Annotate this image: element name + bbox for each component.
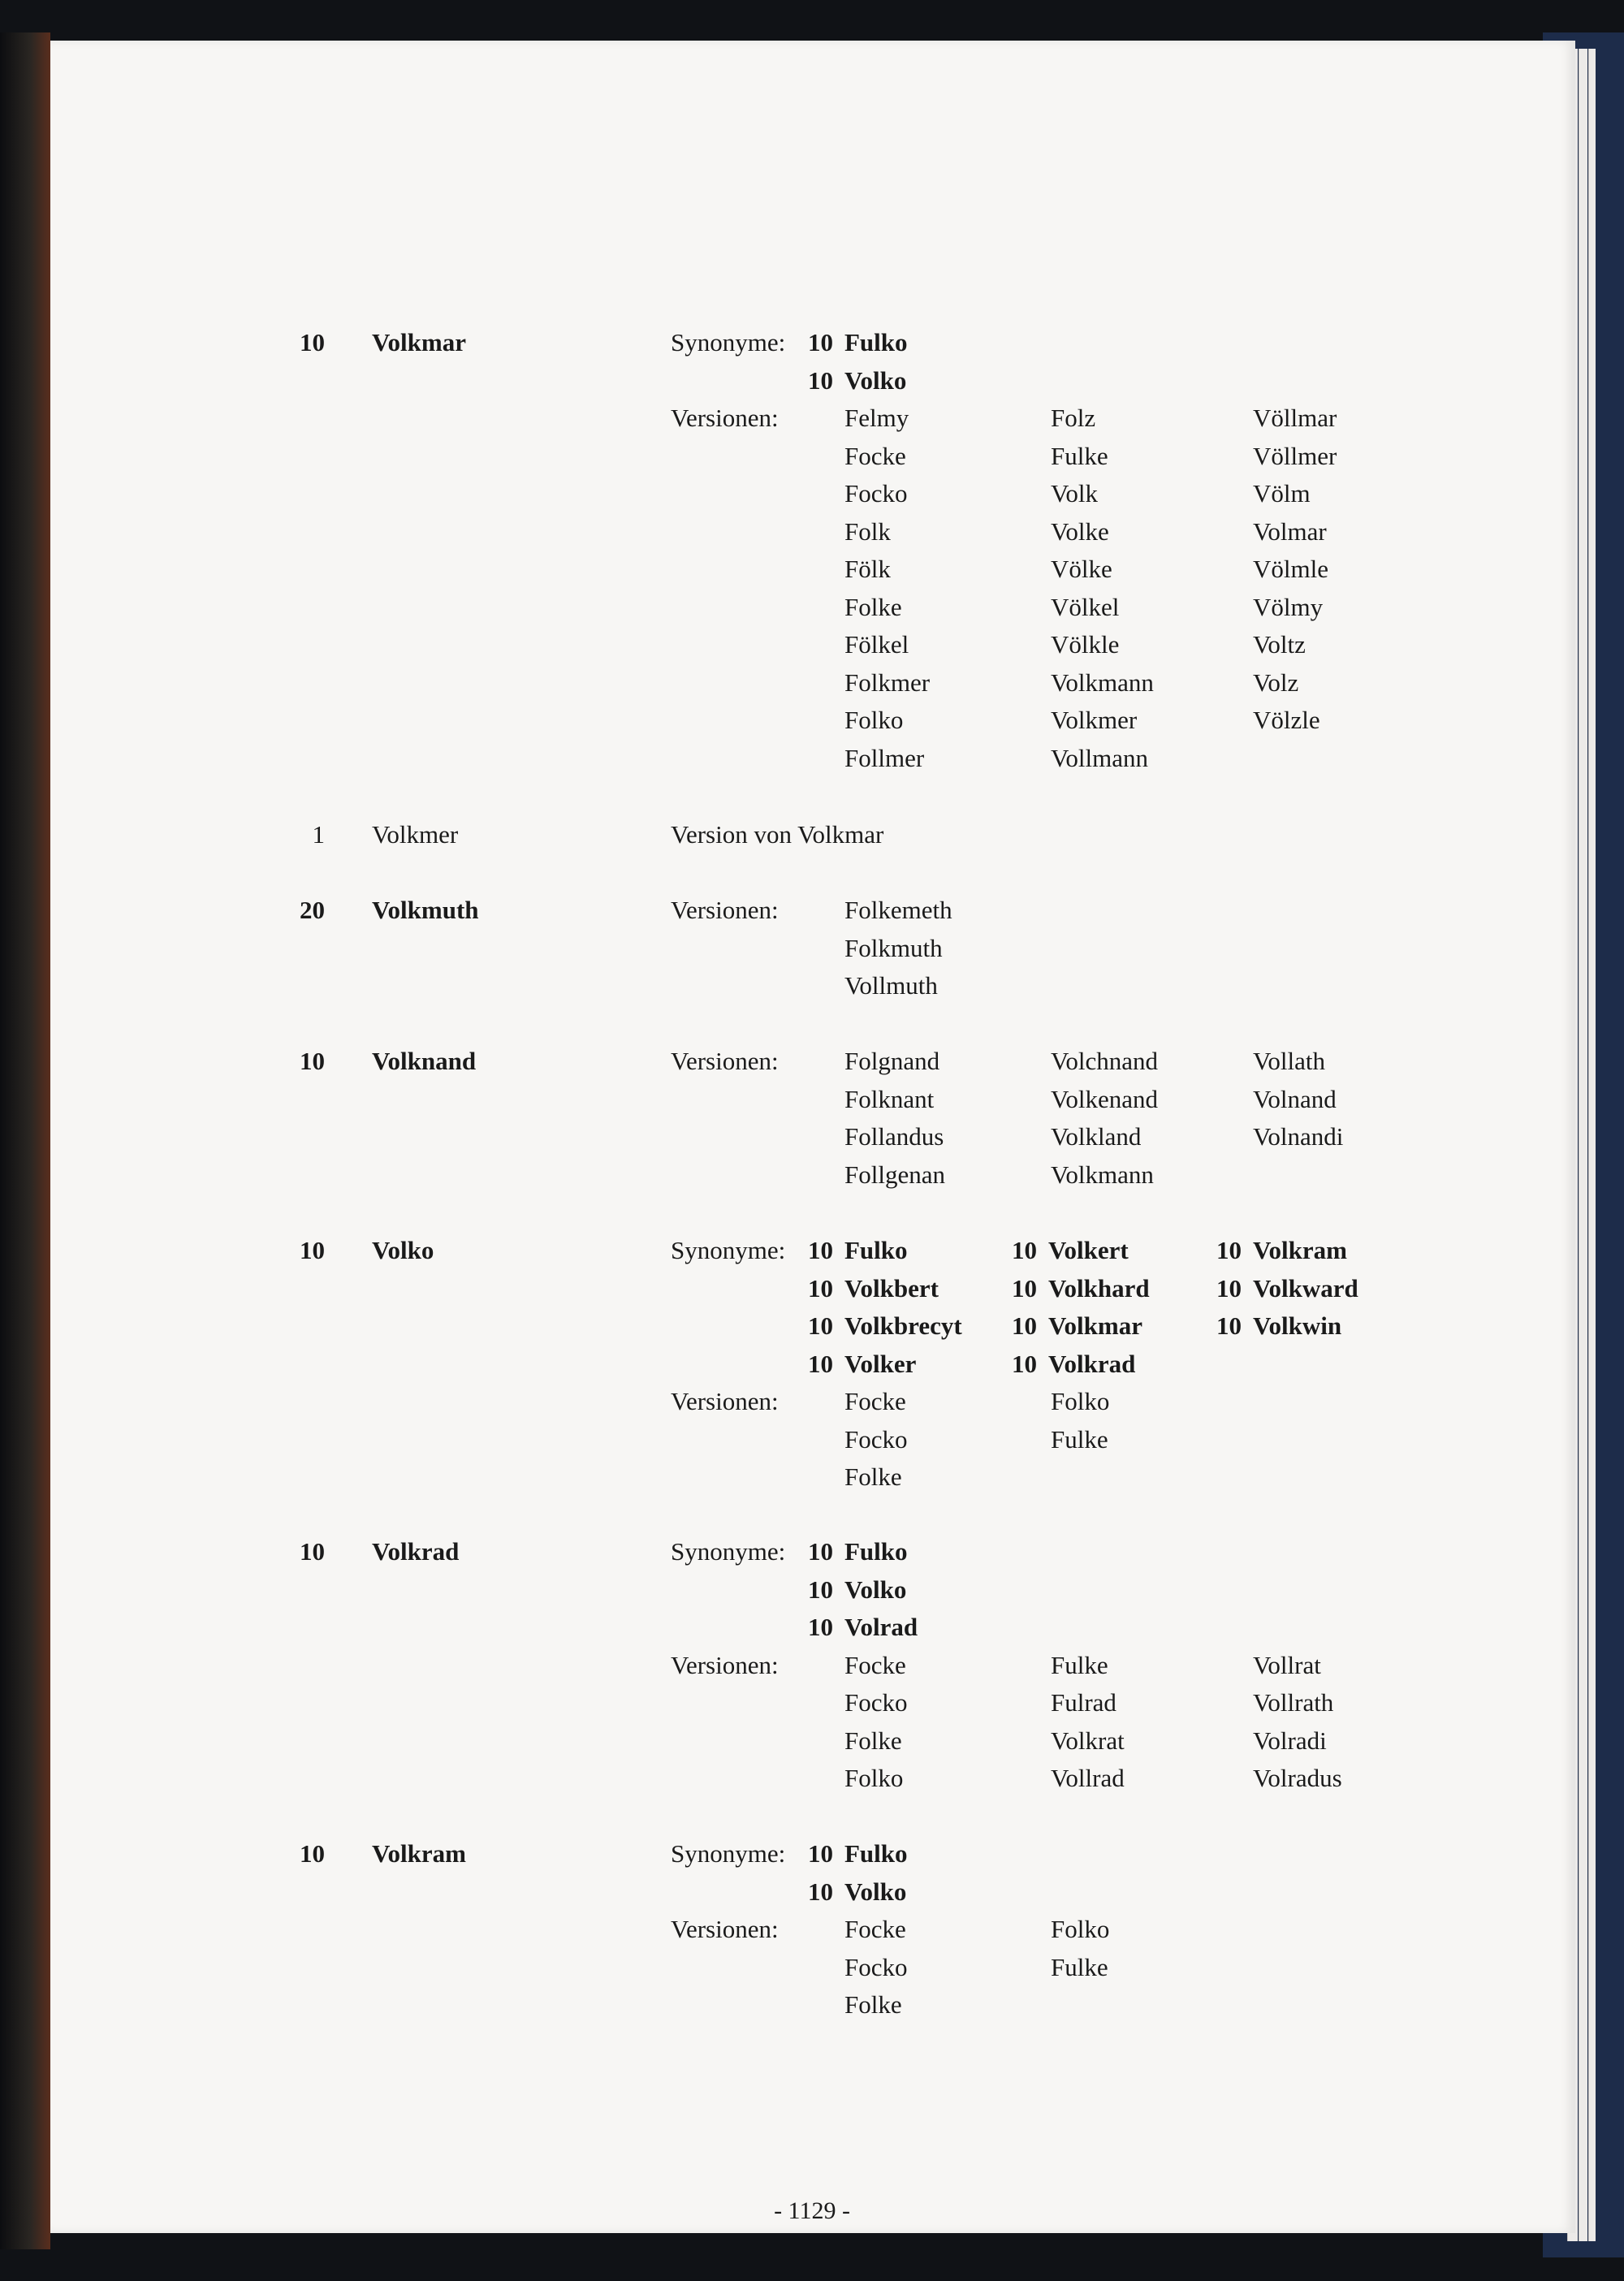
version-name: Völlmar <box>1253 404 1337 432</box>
version-name: Fulrad <box>1051 1688 1116 1717</box>
version-name: Volkenand <box>1051 1084 1159 1113</box>
version-name: Folke <box>844 1726 902 1755</box>
version-name: Focke <box>844 1650 906 1679</box>
version-name: Folkemeth <box>844 896 952 924</box>
version-name: Volk <box>1051 479 1099 508</box>
synonym-count: 10 <box>1012 1349 1037 1378</box>
version-name: Folke <box>844 592 902 621</box>
group-label: Synonyme: <box>671 1537 786 1566</box>
version-name: Folko <box>1051 1915 1110 1943</box>
group-label: Versionen: <box>671 1387 779 1415</box>
book-page <box>50 41 1575 2233</box>
synonym-count: 10 <box>1216 1273 1242 1303</box>
version-name: Folknant <box>844 1084 935 1113</box>
synonym-count: 10 <box>808 1839 833 1868</box>
version-name: Völzle <box>1253 706 1320 734</box>
entry-count: 20 <box>300 896 325 924</box>
synonym-count: 10 <box>808 1613 833 1641</box>
synonym-count: 10 <box>1012 1273 1037 1303</box>
version-name: Folke <box>844 1990 902 2019</box>
version-name: Felmy <box>844 404 909 432</box>
version-name: Volkmann <box>1051 667 1154 697</box>
synonym-name: Volkbrecyt <box>844 1311 962 1340</box>
group-label: Version von Volkmar <box>671 820 884 849</box>
group-label: Versionen: <box>671 1915 779 1943</box>
version-name: Fölk <box>844 555 891 583</box>
group-label: Synonyme: <box>671 1236 786 1264</box>
version-name: Volchnand <box>1051 1047 1159 1075</box>
version-name: Fulke <box>1051 1650 1108 1679</box>
version-name: Volkmer <box>1051 706 1138 734</box>
version-name: Focko <box>844 479 908 508</box>
entry-name: Volknand <box>372 1047 477 1075</box>
version-name: Vollrat <box>1253 1650 1321 1679</box>
version-name: Folko <box>844 1764 904 1792</box>
version-name: Volmar <box>1253 516 1327 546</box>
version-name: Volnandi <box>1253 1122 1344 1151</box>
synonym-count: 10 <box>808 1877 833 1906</box>
version-name: Follgenan <box>844 1160 945 1189</box>
group-label: Versionen: <box>671 896 779 924</box>
synonym-name: Fulko <box>844 1236 908 1264</box>
version-name: Folko <box>1051 1387 1110 1415</box>
version-name: Folke <box>844 1462 902 1491</box>
version-name: Focko <box>844 1952 908 1981</box>
entry-name: Volkmer <box>372 820 459 849</box>
version-name: Voltz <box>1253 630 1306 659</box>
version-name: Völlmer <box>1253 441 1337 470</box>
version-name: Vollrad <box>1051 1764 1125 1792</box>
entry-count: 1 <box>312 820 325 849</box>
synonym-count: 10 <box>808 328 833 356</box>
synonym-count: 10 <box>808 1236 833 1264</box>
version-name: Focke <box>844 1387 906 1415</box>
group-label: Synonyme: <box>671 1839 786 1868</box>
synonym-name: Volko <box>844 1575 907 1604</box>
version-name: Folgnand <box>844 1047 940 1075</box>
synonym-name: Volkbert <box>844 1273 939 1303</box>
version-name: Folko <box>844 706 904 734</box>
group-label: Versionen: <box>671 404 779 432</box>
version-name: Volradus <box>1253 1764 1342 1792</box>
synonym-name: Volkwin <box>1253 1311 1342 1340</box>
version-name: Focko <box>844 1424 908 1454</box>
book-binding <box>0 32 50 2249</box>
synonym-name: Fulko <box>844 1537 908 1566</box>
synonym-name: Volkert <box>1048 1236 1129 1264</box>
version-name: Volkrat <box>1051 1726 1125 1755</box>
entry-count: 10 <box>300 328 325 356</box>
page-number: - 1129 - <box>774 2197 850 2224</box>
version-name: Vollrath <box>1253 1688 1334 1717</box>
version-name: Volz <box>1253 667 1299 697</box>
version-name: Völkle <box>1051 630 1120 659</box>
synonym-name: Volko <box>844 365 907 395</box>
synonym-count: 10 <box>808 1537 833 1566</box>
synonym-name: Volrad <box>844 1613 918 1641</box>
version-name: Focko <box>844 1688 908 1717</box>
version-name: Folk <box>844 516 891 546</box>
entry-name: Volkmuth <box>372 896 479 924</box>
entry-count: 10 <box>300 1537 325 1566</box>
synonym-count: 10 <box>808 1349 833 1378</box>
version-name: Völm <box>1253 479 1311 508</box>
entry-name: Volkrad <box>372 1537 460 1566</box>
version-name: Vollmann <box>1051 743 1148 772</box>
synonym-name: Volkhard <box>1048 1273 1150 1303</box>
page-edge <box>1579 49 1587 2241</box>
entry-count: 10 <box>300 1236 325 1264</box>
synonym-count: 10 <box>808 1575 833 1604</box>
synonym-name: Fulko <box>844 1839 908 1868</box>
version-name: Völkel <box>1051 592 1120 621</box>
page-edge <box>1588 49 1596 2241</box>
synonym-count: 10 <box>1012 1236 1037 1264</box>
synonym-count: 10 <box>808 1311 833 1340</box>
version-name: Follandus <box>844 1122 944 1151</box>
group-label: Synonyme: <box>671 328 786 356</box>
entry-name: Volkmar <box>372 328 466 356</box>
version-name: Fulke <box>1051 1952 1108 1981</box>
version-name: Völmy <box>1253 592 1324 621</box>
group-label: Versionen: <box>671 1650 779 1679</box>
synonym-count: 10 <box>808 1273 833 1303</box>
entry-name: Volko <box>372 1236 434 1264</box>
version-name: Fulke <box>1051 1424 1108 1454</box>
version-name: Focke <box>844 441 906 470</box>
version-name: Volradi <box>1253 1726 1327 1755</box>
entry-count: 10 <box>300 1047 325 1075</box>
synonym-name: Volkward <box>1253 1273 1358 1303</box>
synonym-name: Fulko <box>844 328 908 356</box>
version-name: Folkmer <box>844 667 931 697</box>
synonym-name: Volkmar <box>1048 1311 1142 1340</box>
version-name: Focke <box>844 1915 906 1943</box>
version-name: Fulke <box>1051 441 1108 470</box>
group-label: Versionen: <box>671 1047 779 1075</box>
version-name: Völke <box>1051 555 1112 583</box>
version-name: Folz <box>1051 404 1096 432</box>
synonym-count: 10 <box>1216 1236 1242 1264</box>
synonym-count: 10 <box>1012 1311 1037 1340</box>
version-name: Vollmuth <box>844 971 938 1000</box>
synonym-name: Volko <box>844 1877 907 1906</box>
version-name: Volke <box>1051 516 1109 546</box>
version-name: Völmle <box>1253 555 1328 583</box>
version-name: Fölkel <box>844 630 909 659</box>
synonym-count: 10 <box>1216 1311 1242 1340</box>
version-name: Follmer <box>844 743 925 772</box>
version-name: Folkmuth <box>844 933 943 962</box>
version-name: Volnand <box>1253 1084 1337 1113</box>
synonym-name: Volkram <box>1253 1236 1347 1264</box>
version-name: Volkmann <box>1051 1160 1154 1189</box>
entry-count: 10 <box>300 1839 325 1868</box>
entry-name: Volkram <box>372 1839 466 1868</box>
version-name: Vollath <box>1253 1047 1325 1075</box>
version-name: Volkland <box>1051 1122 1142 1151</box>
synonym-name: Volker <box>844 1349 917 1378</box>
synonym-name: Volkrad <box>1048 1349 1136 1378</box>
synonym-count: 10 <box>808 365 833 395</box>
